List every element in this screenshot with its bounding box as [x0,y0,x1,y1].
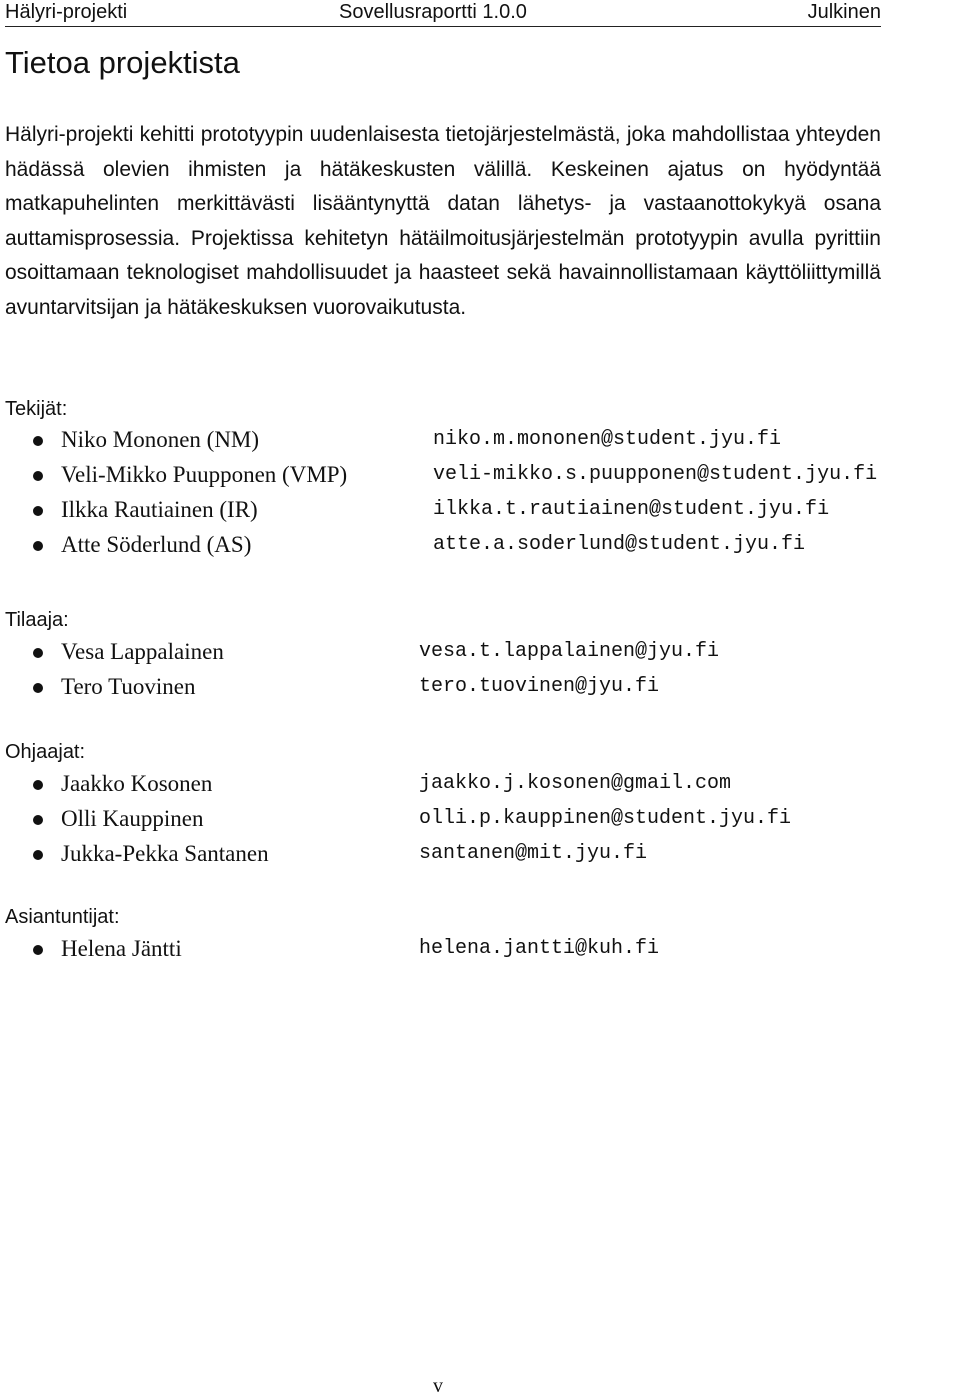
person-email: veli-mikko.s.puupponen@student.jyu.fi [433,463,878,486]
running-header [5,0,881,27]
bullet-icon [33,683,43,693]
header-classification: Julkinen [807,1,881,23]
bullet-icon [33,850,43,860]
intro-paragraph [5,118,881,326]
person-name: Niko Mononen (NM) [61,427,260,452]
person-email: olli.p.kauppinen@student.jyu.fi [419,807,792,830]
person-name: Veli-Mikko Puupponen (VMP) [61,462,348,487]
page-title: Tietoa projektista [5,45,240,80]
person-name: Tero Tuovinen [61,674,196,699]
person-email: helena.jantti@kuh.fi [419,937,660,960]
person-name: Helena Jäntti [61,936,182,961]
client-heading: Tilaaja: [5,609,69,631]
bullet-icon [33,436,43,446]
bullet-icon [33,506,43,516]
bullet-icon [33,945,43,955]
person-name: Atte Söderlund (AS) [61,532,252,557]
intro-part-1: Hälyri-projekti kehitti prototyypin uudenlaisesta tietojärjestelmästä, joka mahdollistaa yhteyden hädässä olevien ihmisten ja hätäkeskusten välillä. Keskeinen ajatus on hyödyntää matkapuhelinten merkittävästi lisääntynyttä datan lähetys- ja vastaanottokykyä osana auttamisprosessia. [5,123,881,250]
person-email: santanen@mit.jyu.fi [419,842,648,865]
person-email: ilkka.t.rautiainen@student.jyu.fi [433,498,830,521]
bullet-icon [33,471,43,481]
person-email: tero.tuovinen@jyu.fi [419,675,660,698]
person-email: vesa.t.lappalainen@jyu.fi [419,640,720,663]
person-email: jaakko.j.kosonen@gmail.com [419,772,732,795]
person-name: Vesa Lappalainen [61,639,224,664]
authors-heading: Tekijät: [5,398,68,420]
supervisors-heading: Ohjaajat: [5,741,86,763]
page-number: v [433,1375,443,1397]
bullet-icon [33,541,43,551]
person-email: atte.a.soderlund@student.jyu.fi [433,533,806,556]
header-document-title: Sovellusraportti 1.0.0 [339,1,527,23]
experts-heading: Asiantuntijat: [5,906,120,928]
person-email: niko.m.mononen@student.jyu.fi [433,428,782,451]
person-name: Jukka-Pekka Santanen [61,841,269,866]
bullet-icon [33,648,43,658]
intro-part-2: Projektissa kehitetyn hätäilmoitusjärjestelmän prototyypin avulla pyrittiin osoittamaan teknologiset mahdollisuudet ja haasteet sekä havainnollistamaan käyttöliittymillä avuntarvitsijan ja hätäkeskuksen vuorovaikutusta. [5,226,881,319]
header-project-name: Hälyri-projekti [5,1,128,23]
person-name: Ilkka Rautiainen (IR) [61,497,258,522]
person-name: Olli Kauppinen [61,806,204,831]
bullet-icon [33,780,43,790]
bullet-icon [33,815,43,825]
person-name: Jaakko Kosonen [61,771,213,796]
